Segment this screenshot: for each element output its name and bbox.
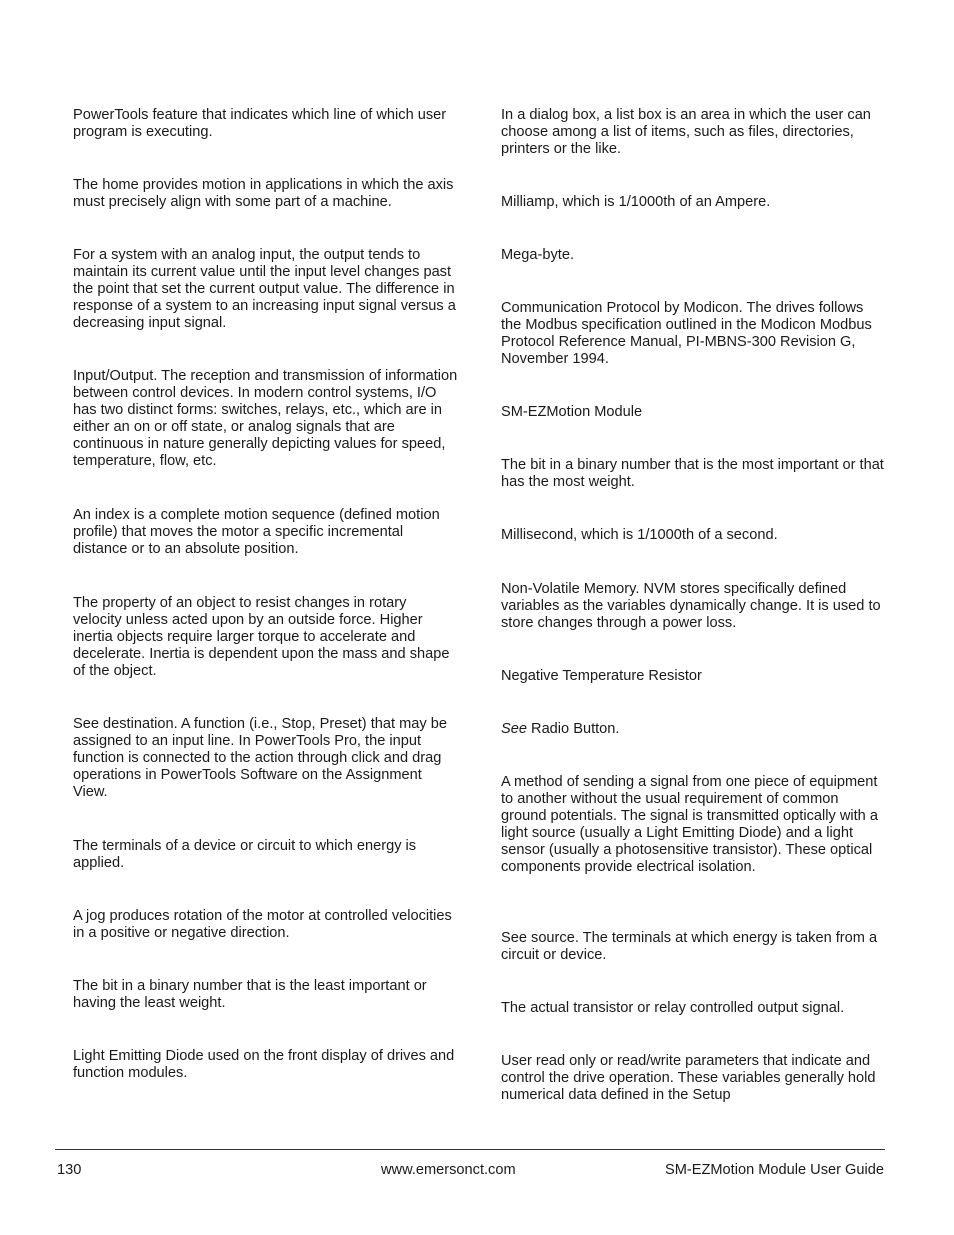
footer-guide-title: SM-EZMotion Module User Guide (665, 1162, 884, 1178)
definition-hysteresis: For a system with an analog input, the output tends to maintain its current value until the input level changes past the point that set the current output value. The difference in response of a system to an increasing input signal versus a decreasing input signal. (73, 247, 456, 331)
definition-option-button (501, 721, 886, 738)
definition-msb: The bit in a binary number that is the most important or that has the most weight. (501, 457, 884, 490)
definition-led: Light Emitting Diode used on the front display of drives and function modules. (73, 1048, 455, 1081)
definition-ms: Millisecond, which is 1/1000th of a second. (501, 527, 778, 543)
definition-ma: Milliamp, which is 1/1000th of an Ampere. (501, 194, 771, 210)
definition-optically-isolated: A method of sending a signal from one piece of equipment to another without the usual requirement of common ground potentials. The signal is transmitted optically with a light source (usually a Light Emitting Diode) and a light sensor (usually a photosensitive transistor). These optical components provide electrical isolation. (501, 774, 878, 875)
definition-ntc: Negative Temperature Resistor (501, 668, 702, 684)
definition-list-box: In a dialog box, a list box is an area in which the user can choose among a list of items, such as files, directories, printers or the like. (501, 107, 871, 157)
definition-mb: Mega-byte. (501, 247, 575, 263)
definition-program-line: PowerTools feature that indicates which line of which user program is executing. (73, 107, 447, 140)
definition-input-line: The terminals of a device or circuit to which energy is applied. (73, 838, 417, 871)
definition-home: The home provides motion in applications in which the axis must precisely align with some part of a machine. (73, 177, 454, 210)
footer-divider (55, 1149, 885, 1150)
definition-index: An index is a complete motion sequence (defined motion profile) that moves the motor a specific incremental distance or to an absolute position. (73, 507, 440, 557)
definition-input-function: See destination. A function (i.e., Stop, Preset) that may be assigned to an input line. In PowerTools Pro, the input function is connected to the action through click and drag operations in PowerTools Software on the Assignment View. (73, 716, 447, 800)
definition-nvm: Non-Volatile Memory. NVM stores specifically defined variables as the variables dynamically change. It is used to store changes through a power loss. (501, 581, 881, 631)
definition-output-line: See source. The terminals at which energy is taken from a circuit or device. (501, 930, 878, 963)
definition-output-signal: The actual transistor or relay controlled output signal. (501, 1000, 845, 1016)
page-number: 130 (57, 1162, 82, 1178)
definition-jog: A jog produces rotation of the motor at controlled velocities in a positive or negative direction. (73, 908, 452, 941)
definition-parameters: User read only or read/write parameters that indicate and control the drive operation. These variables generally hold numerical data defined in the Setup (501, 1053, 876, 1103)
definition-lsb: The bit in a binary number that is the least important or having the least weight. (73, 978, 427, 1011)
footer-url: www.emersonct.com (381, 1162, 516, 1178)
definition-module: SM-EZMotion Module (501, 404, 643, 420)
definition-modbus: Communication Protocol by Modicon. The drives follows the Modbus specification outlined in the Modicon Modbus Protocol Reference Manual, PI-MBNS-300 Revision G, November 1994. (501, 300, 872, 367)
definition-inertia: The property of an object to resist changes in rotary velocity unless acted upon by an outside force. Higher inertia objects require larger torque to accelerate and decelerate. Inertia is dependent upon the mass and shape of the object. (73, 595, 450, 679)
see-target: Radio Button. (531, 721, 620, 737)
definition-io: Input/Output. The reception and transmission of information between control devices. In modern control systems, I/O has two distinct forms: switches, relays, etc., which are in either an on or off state, or analog signals that are continuous in nature generally depicting values for speed, temperature, flow, etc. (73, 368, 458, 469)
see-reference: See (501, 721, 527, 737)
